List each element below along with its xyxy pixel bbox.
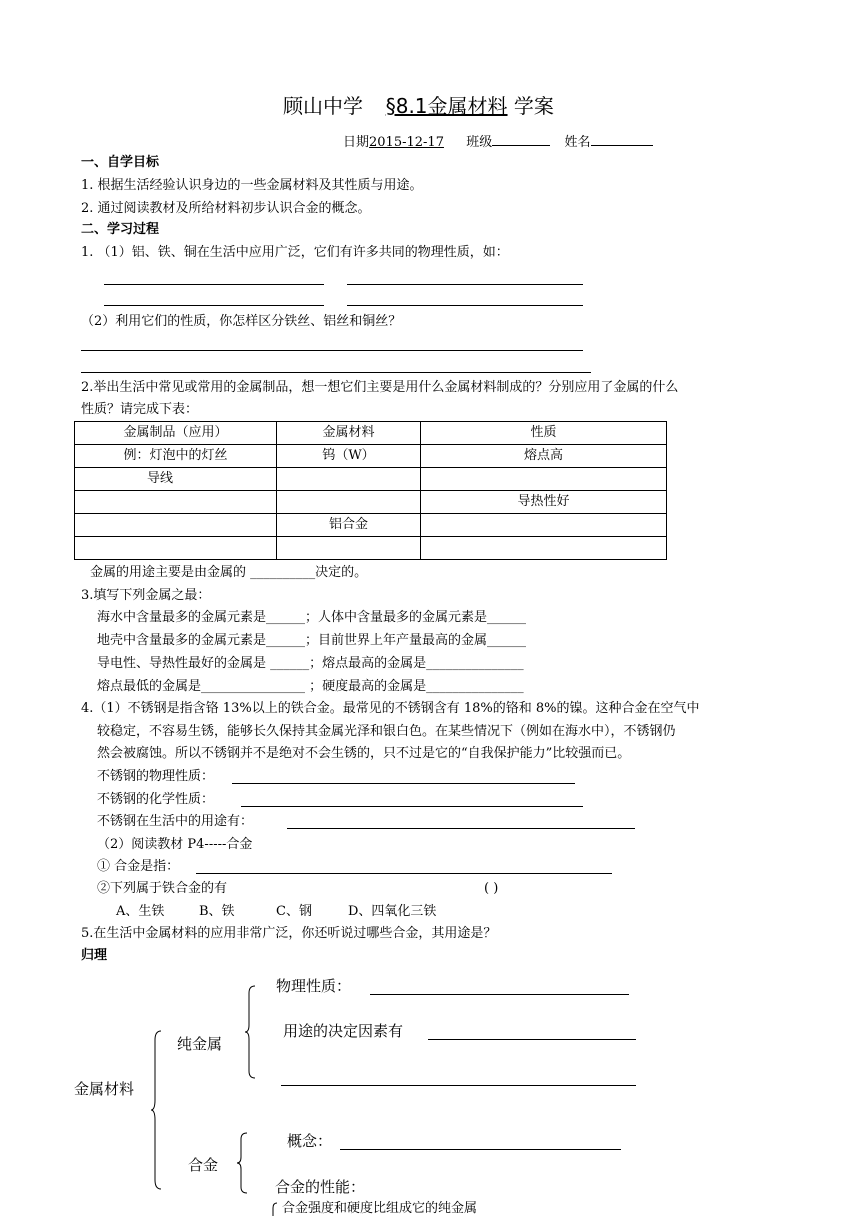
q4-physical-label: 不锈钢的物理性质： bbox=[97, 769, 215, 784]
answer-line[interactable] bbox=[104, 284, 324, 285]
table-row bbox=[75, 468, 667, 491]
table-row bbox=[75, 514, 667, 537]
answer-line[interactable] bbox=[81, 372, 591, 373]
table-header-cell: 金属材料 bbox=[277, 422, 421, 445]
page-title bbox=[283, 94, 554, 118]
table-cell: 导线 bbox=[75, 468, 277, 491]
table-cell[interactable] bbox=[277, 491, 421, 514]
q3-line: 海水中含量最多的金属元素是______；人体中含量最多的金属元素是______ bbox=[97, 610, 527, 625]
goal-item: 2. 通过阅读教材及所给材料初步认识合金的概念。 bbox=[81, 201, 371, 216]
answer-line[interactable] bbox=[370, 994, 629, 995]
answer-line[interactable] bbox=[347, 305, 583, 306]
summary-concept-label: 概念： bbox=[287, 1132, 333, 1150]
q4-part2: （2）阅读教材 P4-----合金 bbox=[97, 837, 253, 852]
title-suffix: 学案 bbox=[513, 94, 554, 118]
answer-line[interactable] bbox=[347, 284, 583, 285]
q1-part2: （2）利用它们的性质，你怎样区分铁丝、铝丝和铜丝？ bbox=[81, 314, 402, 329]
q2-text-line1: 2.举出生活中常见或常用的金属制品，想一想它们主要是用什么金属材料制成的？分别应用了金属的什么 bbox=[81, 380, 679, 395]
summary-alloy-performance-item: 合金强度和硬度比组成它的纯金属 bbox=[282, 1201, 478, 1216]
title-topic: §8.1金属材料 bbox=[385, 94, 508, 118]
table-row bbox=[75, 491, 667, 514]
class-label: 班级 bbox=[466, 135, 493, 150]
answer-line[interactable] bbox=[81, 350, 583, 351]
brace-icon bbox=[150, 1030, 162, 1190]
section1-heading: 一、自学目标 bbox=[81, 155, 160, 170]
q4-alloy-definition: ① 合金是指： bbox=[97, 859, 180, 874]
table-cell[interactable] bbox=[75, 537, 277, 560]
answer-line[interactable] bbox=[196, 873, 612, 874]
table-cell: 例：灯泡中的灯丝 bbox=[75, 445, 277, 468]
q1-part1: 1. （1）铝、铁、铜在生活中应用广泛，它们有许多共同的物理性质，如： bbox=[81, 245, 509, 260]
table-row bbox=[75, 537, 667, 560]
option-d[interactable]: D、四氧化三铁 bbox=[348, 904, 437, 919]
table-cell[interactable] bbox=[75, 491, 277, 514]
table-cell[interactable] bbox=[421, 537, 667, 560]
table-cell[interactable] bbox=[421, 514, 667, 537]
brace-icon bbox=[236, 1132, 248, 1194]
q3-line: 地壳中含量最多的金属元素是______；目前世界上年产量最高的金属______ bbox=[97, 633, 527, 648]
answer-line[interactable] bbox=[281, 1085, 636, 1086]
summary-root: 金属材料 bbox=[74, 1080, 135, 1098]
q2-note: 金属的用途主要是由金属的 __________决定的。 bbox=[90, 565, 368, 580]
answer-line[interactable] bbox=[287, 828, 635, 829]
date-label: 日期 bbox=[343, 135, 370, 150]
summary-alloy-performance: 合金的性能： bbox=[275, 1178, 366, 1196]
name-blank[interactable] bbox=[591, 133, 653, 146]
summary-physical-label: 物理性质： bbox=[276, 977, 352, 995]
q5-text: 5.在生活中金属材料的应用非常广泛，你还听说过哪些合金，其用途是？ bbox=[81, 926, 497, 941]
table-cell: 钨（W） bbox=[277, 445, 421, 468]
table-cell[interactable] bbox=[277, 468, 421, 491]
q4-iron-alloy-question: ②下列属于铁合金的有 bbox=[97, 881, 228, 896]
q4-paragraph-line: 较稳定，不容易生锈，能够长久保持其金属光泽和银白色。在某些情况下（例如在海水中），不锈钢仍 bbox=[97, 724, 676, 739]
header-info-line bbox=[343, 133, 653, 151]
q4-paragraph-line: 4.（1）不锈钢是指含铬 13%以上的铁合金。最常见的不锈钢含有 18%的铬和 8%的镍。这种合金在空气中 bbox=[81, 701, 700, 716]
option-b[interactable]: B、铁 bbox=[199, 904, 235, 919]
date-value: 2015-12-17 bbox=[369, 135, 444, 150]
table-header-cell: 金属制品（应用） bbox=[75, 422, 277, 445]
q2-text-line2: 性质？请完成下表： bbox=[81, 402, 199, 417]
answer-bracket[interactable]: ( ) bbox=[484, 881, 499, 896]
table-header-row bbox=[75, 422, 667, 445]
answer-line[interactable] bbox=[104, 305, 324, 306]
table-header-cell: 性质 bbox=[421, 422, 667, 445]
q3-line: 导电性、导热性最好的金属是 ______；熔点最高的金属是_______________ bbox=[97, 656, 524, 671]
q3-line: 熔点最低的金属是________________ ；硬度最高的金属是_______________ bbox=[97, 679, 524, 694]
class-blank[interactable] bbox=[492, 133, 550, 146]
q3-title: 3.填写下列金属之最： bbox=[81, 588, 211, 603]
summary-alloy: 合金 bbox=[188, 1156, 219, 1174]
table-cell[interactable] bbox=[75, 514, 277, 537]
option-c[interactable]: C、钢 bbox=[276, 904, 312, 919]
table-row bbox=[75, 445, 667, 468]
q4-chemical-label: 不锈钢的化学性质： bbox=[97, 792, 215, 807]
table-cell[interactable] bbox=[421, 468, 667, 491]
table-cell: 导热性好 bbox=[421, 491, 667, 514]
brace-icon bbox=[270, 1202, 282, 1216]
table-cell: 熔点高 bbox=[421, 445, 667, 468]
section2-heading: 二、学习过程 bbox=[81, 222, 160, 237]
summary-heading: 归理 bbox=[81, 948, 108, 963]
goal-item: 1. 根据生活经验认识身边的一些金属材料及其性质与用途。 bbox=[81, 178, 423, 193]
table-cell[interactable] bbox=[277, 537, 421, 560]
q4-uses-label: 不锈钢在生活中的用途有： bbox=[97, 814, 254, 829]
answer-line[interactable] bbox=[241, 806, 583, 807]
answer-line[interactable] bbox=[232, 783, 575, 784]
summary-pure-metal: 纯金属 bbox=[177, 1035, 223, 1053]
name-label: 姓名 bbox=[564, 135, 591, 150]
answer-line[interactable] bbox=[428, 1039, 636, 1040]
option-a[interactable]: A、生铁 bbox=[116, 904, 165, 919]
metal-products-table bbox=[74, 421, 667, 560]
title-school: 顾山中学 bbox=[283, 94, 363, 118]
table-cell: 铝合金 bbox=[277, 514, 421, 537]
q4-paragraph-line: 然会被腐蚀。所以不锈钢并不是绝对不会生锈的，只不过是它的“自我保护能力”比较强而已。 bbox=[97, 746, 631, 761]
summary-use-factor-label: 用途的决定因素有 bbox=[283, 1022, 404, 1040]
answer-line[interactable] bbox=[340, 1149, 621, 1150]
brace-icon bbox=[244, 985, 256, 1079]
